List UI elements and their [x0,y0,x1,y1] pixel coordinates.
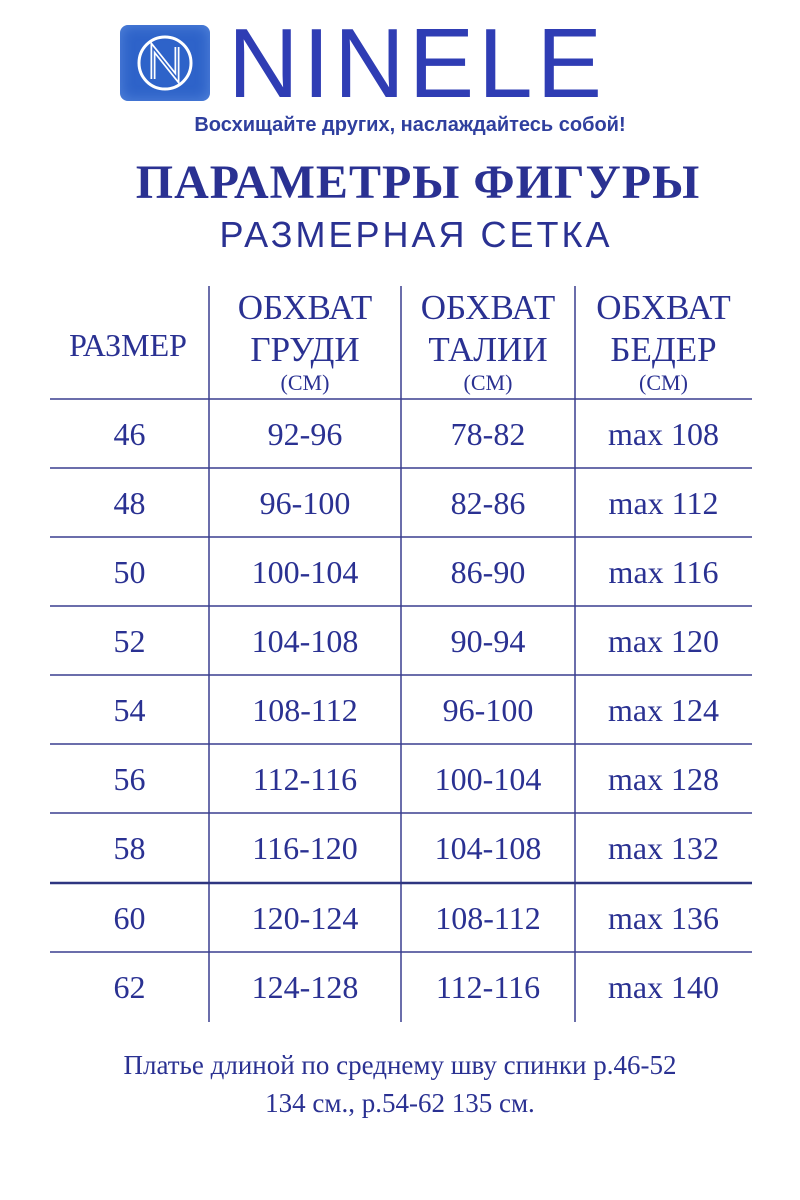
waist-cell: 112-116 [435,969,541,1005]
waist-cell: 82-86 [450,485,526,521]
header-waist-unit: (СМ) [463,370,513,395]
waist-cell: 86-90 [450,554,526,590]
brand-name: NINELE [228,8,607,118]
size-cell: 58 [113,830,146,866]
hips-cell: max 132 [607,830,720,866]
header-hips-line1: ОБХВАТ [596,288,731,327]
page-subtitle: РАЗМЕРНАЯ СЕТКА [219,214,613,255]
header-hips [575,287,752,395]
size-cell: 48 [113,485,146,521]
dress-length-note-line1: Платье длиной по среднему шву спинки р.46-52 [123,1050,677,1080]
hips-cell: max 140 [607,969,720,1005]
waist-cell: 78-82 [450,416,526,452]
size-cell: 60 [113,900,146,936]
header-waist-line2: ТАЛИИ [428,330,548,369]
hips-cell: max 112 [608,485,719,521]
bust-cell: 92-96 [267,416,343,452]
size-cell: 56 [113,761,146,797]
size-cell: 54 [113,692,146,728]
hips-cell: max 108 [607,416,720,452]
bust-cell: 116-120 [252,830,358,866]
hips-cell: max 116 [608,554,719,590]
waist-cell: 96-100 [442,692,534,728]
size-cell: 62 [113,969,146,1005]
bust-cell: 112-116 [252,761,358,797]
page-title: ПАРАМЕТРЫ ФИГУРЫ [135,156,701,209]
header-waist [401,287,575,395]
bust-cell: 120-124 [251,900,359,936]
header-hips-unit: (СМ) [639,370,688,395]
hips-cell: max 124 [607,692,720,728]
bust-cell: 100-104 [251,554,359,590]
header-bust [209,287,401,395]
bust-cell: 104-108 [251,623,359,659]
size-cell: 52 [113,623,146,659]
header-bust-unit: (СМ) [280,370,330,395]
bust-cell: 108-112 [252,692,358,728]
header-hips-line2: БЕДЕР [610,330,717,369]
header-bust-line1: ОБХВАТ [237,288,373,327]
hips-cell: max 120 [607,623,720,659]
bust-cell: 96-100 [259,485,351,521]
hips-cell: max 128 [607,761,720,797]
dress-length-note-line2: 134 см., р.54-62 135 см. [265,1088,535,1118]
size-cell: 50 [113,554,146,590]
bust-cell: 124-128 [251,969,359,1005]
waist-cell: 100-104 [434,761,542,797]
header-bust-line2: ГРУДИ [250,330,360,369]
dress-length-note [0,1046,800,1122]
hips-cell: max 136 [607,900,720,936]
header-size: РАЗМЕР [69,327,187,363]
brand-tagline: Восхищайте других, наслаждайтесь собой! [194,114,626,136]
size-cell: 46 [113,416,146,452]
waist-cell: 104-108 [434,830,542,866]
header-waist-line1: ОБХВАТ [420,288,556,327]
waist-cell: 108-112 [435,900,541,936]
waist-cell: 90-94 [450,623,526,659]
